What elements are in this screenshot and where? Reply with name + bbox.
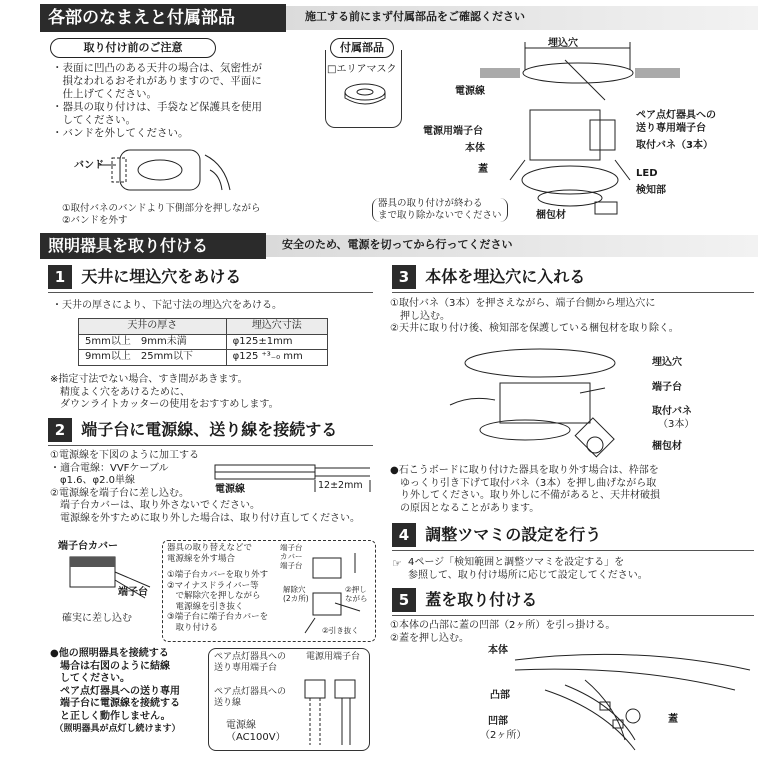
step1-note: ※指定寸法でない場合、すき間があきます。 [50,374,248,385]
power-wire-label: 電源線 [455,86,485,97]
step3-warning [390,465,660,515]
lid-label: 蓋 [478,164,488,175]
packing-note-line: 器具の取り付けが終わる [378,198,483,209]
wiring-label: 送り専用端子台 [214,663,278,673]
callout: 端子台 [280,561,303,570]
packing-note-line: まで取り除かないでください [378,210,502,221]
step3-header [392,265,754,293]
area-mask-icon [340,80,390,120]
table-row [79,350,328,366]
step3-terminal-label: 端子台 [652,382,682,393]
caution-line: 損なわれるおそれがありますので、平面に [52,75,262,87]
step2-header [48,418,373,446]
packing-label: 梱包材 [536,210,566,221]
other-line: と正しく動作しません。 [50,710,171,722]
other-line: ペア点灯器具への送り専用 [50,685,180,697]
wiring-label: （AC100V） [226,732,286,743]
cover-label: 端子台カバー [58,541,118,552]
table-header: 埋込穴寸法 [226,319,327,335]
step3-hole-label: 埋込穴 [652,357,682,368]
step5-concave-label: 凹部 [488,716,508,727]
wiring-label: ペア点灯器具への [214,652,287,662]
step3-packing-label: 梱包材 [652,441,682,452]
body-label: 本体 [465,143,485,154]
step3-line: ②天井に取り付け後、検知部を保護している梱包材を取り除く。 [390,323,679,334]
sensor-label: 検知部 [636,185,666,196]
wiring-label: 電源線 [226,720,256,731]
step3-number: 3 [392,265,416,289]
lid-attach-diagram [505,650,755,755]
wiring-label: 送り線 [214,698,242,708]
step5-convex-label: 凸部 [490,690,510,701]
step4-line: 参照して、取り付け場所に応じて設定してください。 [408,569,648,581]
packing-note [372,198,508,222]
step5-number: 5 [392,588,416,612]
wiring-pair-terminal [214,652,286,674]
step3-line: ①取付バネ（3本）を押さえながら、端子台側から埋込穴に [390,298,656,309]
band-illustration [110,140,240,200]
step3-title: 本体を埋込穴に入れる [425,267,586,286]
step5-concave-count: （2ヶ所） [480,730,527,741]
step1-notes [50,374,279,412]
removal-line: で解除穴を押しながら [167,591,261,601]
table-cell: 5mm以上 9mm未満 [79,334,227,350]
hole-label: 埋込穴 [548,38,578,49]
step5-header [392,588,754,616]
top-subtitle: 施工する前にまず付属部品をご確認ください [305,10,525,23]
caution-line: してください。 [52,114,136,126]
parts-title: 付属部品 [330,38,394,58]
step3-spring-label: 取付バネ [652,406,692,417]
terminal-label: 端子台 [118,587,148,598]
step2-number: 2 [48,418,72,442]
caution-list [52,62,292,140]
step5-line: ②蓋を押し込む。 [390,632,469,644]
spring-label: 取付バネ（3本） [636,140,713,151]
other-line: 場合は右図のように結線 [50,660,170,672]
step3-spring-count: （3本） [658,419,695,430]
step1-note: 精度よく穴をあけるために、 [50,386,190,398]
callout: 解除穴 [283,585,306,594]
band-label: バンド [74,160,104,171]
section2-subtitle: 安全のため、電源を切ってから行ってください [282,238,513,251]
step1-number: 1 [48,265,72,289]
warn-line: り外してください。取り外しに不備があると、天井材破損 [390,490,660,501]
step4-number: 4 [392,523,416,547]
removal-line: 取り付ける [167,622,219,633]
other-fixture-note [50,648,181,736]
step1-title: 天井に埋込穴をあける [81,267,242,286]
removal-callouts [280,543,303,570]
step2-line: ①電源線を下図のように加工する [50,450,199,461]
step2-title: 端子台に電源線、送り線を接続する [81,420,338,439]
step4-header [392,523,754,551]
caution-line: ・バンドを外してください。 [52,127,189,139]
callout: (2カ所) [283,594,309,603]
table-header: 天井の厚さ [79,319,227,335]
removal-line: 電源線を外す場合 [167,553,236,564]
step5-lid-label: 蓋 [668,714,678,725]
removal-line: ①端子台カバーを取り外す [167,570,269,580]
pair-terminal-label: ペア点灯器具への [636,110,716,121]
wiring-diagram [290,665,365,750]
table-cell: φ125±1mm [226,334,327,350]
step4-instructions [408,557,648,582]
caution-line: ・表面に凹凸のある天井の場合は、気密性が [52,62,262,74]
release-hole-label [283,585,309,603]
wiring-power-terminal: 電源用端子台 [306,652,361,662]
press-label [345,585,368,603]
step5-title: 蓋を取り付ける [425,590,538,609]
wiring-label: ペア点灯器具への [214,687,287,697]
callout: 端子台 [280,543,303,552]
warn-line: の原因となることがあります。 [390,502,540,514]
other-line: 端子台に電源線を接続する [50,698,180,709]
removal-line: 器具の取り替えなどで [167,543,253,553]
step2-line: 電源線を外すために取り外した場合は、取り付け直してください。 [50,512,360,524]
removal-steps [167,543,282,633]
callout: ②押し [345,585,367,594]
step2-line: ・適合電線：VVFケーブル [50,462,169,474]
band-steps [62,203,261,227]
insert-fixture-diagram [440,345,640,460]
step5-line: ①本体の凸部に蓋の凹部（2ヶ所）を引っ掛ける。 [390,620,616,631]
removal-line: ②マイナスドライバー等 [167,580,259,591]
caution-line: ・器具の取り付けは、手袋など保護具を使用 [52,101,262,113]
step3-line: 押し込む。 [390,310,450,322]
other-line: （照明器具が点灯し続けます） [50,724,181,734]
callout: カバー [280,552,303,561]
insert-label: 確実に差し込む [62,613,132,624]
caution-title: 取り付け前のご注意 [50,38,216,58]
step1-intro: ・天井の厚さにより、下記寸法の埋込穴をあける。 [52,300,282,311]
band-step: ①取付バネのバンドより下側部分を押しながら [62,203,261,214]
callout: ながら [345,594,368,603]
wiring-pair-wire [214,687,286,709]
warn-line: ●石こうボードに取り付けた器具を取り外す場合は、枠部を [390,465,659,476]
led-label: LED [636,168,658,179]
table-cell: 9mm以上 25mm以下 [79,350,227,366]
step2-line: 端子台カバーは、取り外さないでください。 [50,500,260,511]
reference-icon: ☞ [392,557,402,570]
strip-length: 12±2mm [318,480,363,491]
step5-instructions [390,620,615,645]
band-step: ②バンドを外す [62,215,128,226]
table-cell: φ125 ⁺³₋₀ mm [226,350,327,366]
step2-line: ②電源線を端子台に差し込む。 [50,487,189,499]
pull-label: ②引き抜く [322,626,359,635]
power-terminal-label: 電源用端子台 [423,126,483,137]
table-row [79,334,328,350]
step2-line: φ1.6、φ2.0単線 [50,475,135,486]
step3-instructions [390,298,679,336]
warn-line: ゆっくり引き下げて取付バネ（3本）を押し曲げながら取 [390,477,657,489]
step1-header [48,265,373,293]
step5-body-label: 本体 [488,645,508,656]
caution-line: 仕上げてください。 [52,88,157,100]
removal-line: ③端子台に端子台カバーを [167,612,269,622]
other-line: してください。 [50,673,130,684]
step1-note: ダウンライトカッターの使用をおすすめします。 [50,399,279,410]
section2-title: 照明器具を取り付ける [40,233,266,259]
parts-item: □エリアマスク [327,64,397,75]
pair-terminal-label-2: 送り専用端子台 [636,123,706,134]
step4-line: 4ページ「検知範囲と調整ツマミを設定する」を [408,557,625,568]
other-line: ●他の照明器具を接続する [50,648,169,659]
step4-title: 調整ツマミの設定を行う [425,525,602,544]
wiring-power-wire [226,720,286,744]
removal-line: 電源線を引き抜く [167,601,244,612]
page-title: 各部のなまえと付属部品 [40,4,286,32]
hole-size-table [78,318,328,366]
wire-label: 電源線 [215,484,245,495]
